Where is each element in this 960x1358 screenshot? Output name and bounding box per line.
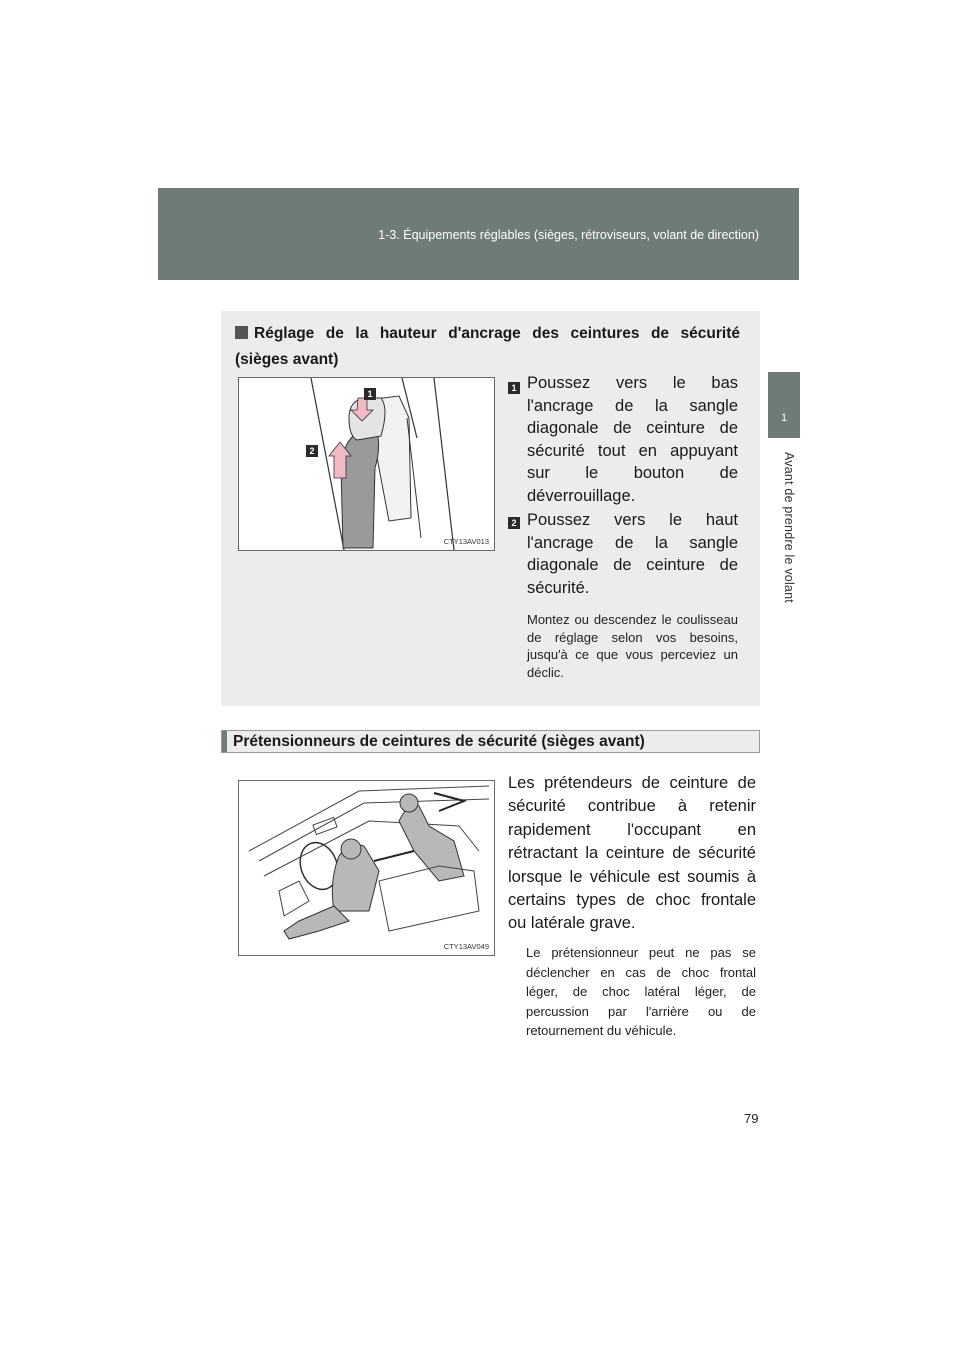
paragraph-line: rapidement l'occupant en [508,820,756,839]
step-1-line: Poussez vers le bas [527,374,738,392]
adjustment-box [221,311,760,706]
step-2-line: diagonale de ceinture de [527,556,738,575]
step-1-line: diagonale de ceinture de [527,419,738,438]
paragraph-line: sécurité contribue à retenir [508,797,756,816]
anchor-illustration [238,377,495,551]
paragraph-line: ou latérale grave. [508,914,636,933]
step-1-line: sécurité tout en appuyant [527,441,738,460]
section-title: Prétensionneurs de ceintures de sécurité (sièges avant) [233,733,645,750]
breadcrumb: 1-3. Équipements réglables (sièges, rétroviseurs, volant de direction) [378,228,759,242]
chapter-number: 1 [780,412,788,424]
box-heading [235,321,740,373]
box-heading-text: Réglage de la hauteur d'ancrage des ceintures de sécurité (sièges avant) [235,325,740,368]
square-bullet-icon [235,326,248,339]
paragraph-line: certains types de choc frontale [508,891,756,910]
step-1-line: sur le bouton de [527,464,738,483]
figure-code: CTY13AV013 [443,537,489,546]
note-line: Le prétensionneur peut ne pas se [526,945,756,960]
step-1-text [527,372,738,508]
step-2-line: sécurité. [527,578,590,597]
note-line: percussion par l'arrière ou de [526,1003,756,1019]
step-2-text [527,509,738,599]
paragraph-line: rétractant la ceinture de sécurité [508,844,756,863]
step-badge-2: 2 [508,517,520,529]
figure-badge-2: 2 [306,445,318,457]
step-1-line: l'ancrage de la sangle [527,396,738,415]
chapter-header-bar [158,188,799,280]
step-1-line: déverrouillage. [527,486,636,505]
adjustment-note: Montez ou descendez le coulisseau de réglage selon vos besoins, jusqu'à ce que vous perceviez un déclic. [527,612,738,680]
section-accent [222,731,227,752]
pretensioner-note [526,943,756,1041]
paragraph-line: Les prétendeurs de ceinture de [508,774,756,792]
note-line: léger, de choc latéral léger, de [526,984,756,999]
chapter-tab [768,372,800,438]
section-heading-bar [221,730,760,753]
note-line: retournement du véhicule. [526,1023,677,1038]
step-2-line: l'ancrage de la sangle [527,533,738,552]
step-2-line: Poussez vers le haut [527,511,738,529]
chapter-label: Avant de prendre le volant [782,452,796,603]
figure-code: CTY13AV049 [443,942,489,951]
figure-badge-1: 1 [364,388,376,400]
pretensioner-drawing [239,781,494,955]
paragraph-line: lorsque le véhicule est soumis à [508,867,756,886]
page-number: 79 [744,1111,759,1126]
pretensioner-paragraph [508,772,756,936]
step-badge-1: 1 [508,382,520,394]
anchor-drawing [239,378,494,550]
pretensioner-illustration [238,780,495,956]
note-line: déclencher en cas de choc frontal [526,964,756,980]
